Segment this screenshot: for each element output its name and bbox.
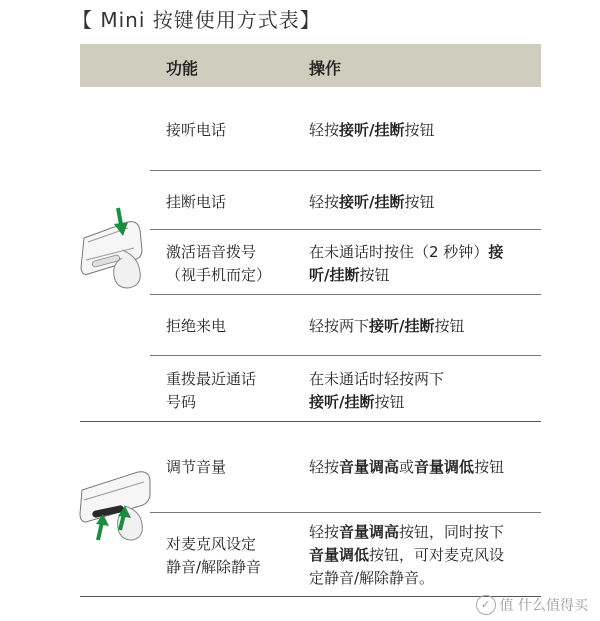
watermark-logo-icon: ✓ — [476, 595, 496, 615]
row-1-operation: 轻按接听/挂断按钮 — [309, 121, 435, 139]
table-bottom-line — [80, 596, 541, 597]
row-4-function: 拒绝来电 — [166, 317, 227, 335]
header-operation: 操作 — [309, 59, 342, 78]
row-7-function: 对麦克风设定 静音/解除静音 — [166, 535, 262, 576]
row-1-function: 接听电话 — [166, 121, 227, 139]
row-7-operation: 轻按音量调高按钮，同时按下 音量调低按钮，可对麦克风设 定静音/解除静音。 — [309, 523, 505, 587]
row-2-operation: 轻按接听/挂断按钮 — [309, 193, 435, 211]
row-divider — [150, 294, 541, 295]
row-divider — [150, 170, 541, 171]
table-header — [80, 44, 541, 87]
headset-answer-illustration — [78, 200, 160, 300]
header-function: 功能 — [166, 59, 199, 78]
table-title: 【 Mini 按键使用方式表】 — [72, 8, 321, 32]
row-3-function: 激活语音拨号 （视手机而定） — [166, 243, 272, 284]
row-6-operation: 轻按音量调高或音量调低按钮 — [309, 458, 505, 476]
row-3-operation: 在未通话时按住（2 秒钟）接 听/挂断按钮 — [309, 243, 504, 284]
row-4-operation: 轻按两下接听/挂断按钮 — [309, 317, 465, 335]
row-divider — [150, 355, 541, 356]
row-divider — [150, 229, 541, 230]
group-divider — [80, 421, 541, 422]
row-5-function: 重拨最近通话 号码 — [166, 370, 257, 411]
row-2-function: 挂断电话 — [166, 193, 227, 211]
row-5-operation: 在未通话时轻按两下 接听/挂断按钮 — [309, 370, 445, 411]
headset-volume-illustration — [78, 460, 160, 550]
row-6-function: 调节音量 — [166, 458, 227, 476]
watermark: ✓ 值 什么值得买 — [476, 595, 588, 615]
row-divider — [150, 512, 541, 513]
